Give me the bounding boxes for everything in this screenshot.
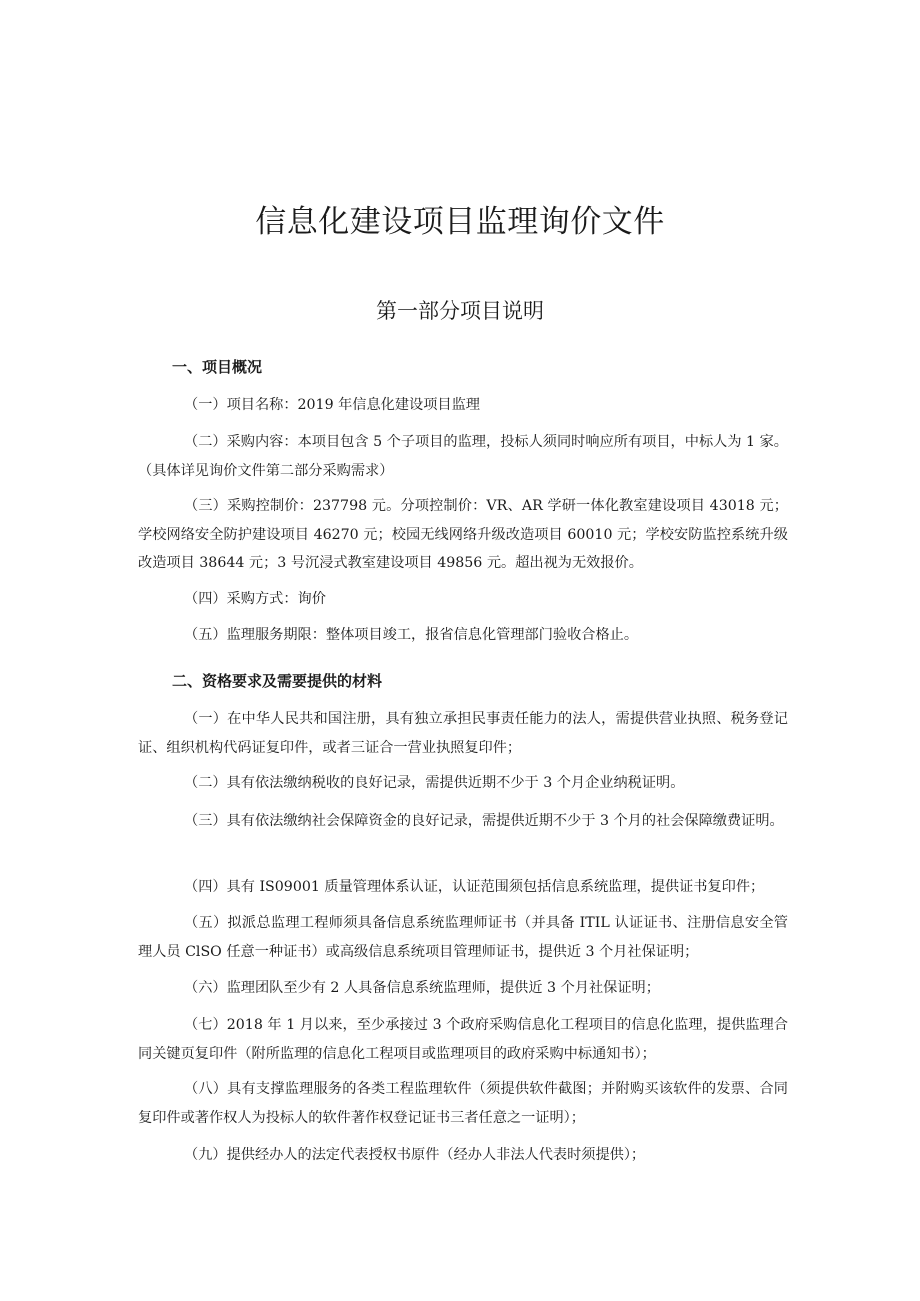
- paragraph-procurement-content: （二）采购内容：本项目包含 5 个子项目的监理，投标人须同时响应所有项目，中标人为 1 家。（具体详见询价文件第二部分采购需求）: [138, 434, 788, 479]
- paragraph-control-price: （三）采购控制价：237798 元。分项控制价：VR、AR 学研一体化教室建设项目 43018 元；学校网络安全防护建设项目 46270 元；校园无线网络升级改造项目 60010 元；学校安防监控系统升级改造项目 38644 元；3 号沉浸式教室建设项目 49856 元。超出视为无效报价。: [138, 498, 788, 571]
- paragraph-qualification-4: （四）具有 IS09001 质量管理体系认证，认证范围须包括信息系统监理，提供证书复印件；: [184, 879, 765, 895]
- paragraph-qualification-9: （九）提供经办人的法定代表授权书原件（经办人非法人代表时须提供）；: [184, 1147, 646, 1163]
- section-heading-overview: 一、项目概况: [172, 358, 263, 376]
- paragraph-procurement-method: （四）采购方式：询价: [184, 591, 326, 607]
- part-title: 第一部分项目说明: [376, 299, 544, 323]
- paragraph-service-period: （五）监理服务期限：整体项目竣工，报省信息化管理部门验收合格止。: [184, 627, 639, 643]
- paragraph-qualification-6: （六）监理团队至少有 2 人具备信息系统监理师，提供近 3 个月社保证明；: [184, 980, 660, 996]
- paragraph-qualification-8: （八）具有支撑监理服务的各类工程监理软件（须提供软件截图；并附购买该软件的发票、合同复印件或著作权人为投标人的软件著作权登记证书三者任意之一证明）；: [138, 1081, 788, 1126]
- section-heading-qualifications: 二、资格要求及需要提供的材料: [172, 672, 383, 690]
- paragraph-qualification-1: （一）在中华人民共和国注册，具有独立承担民事责任能力的法人，需提供营业执照、税务登记证、组织机构代码证复印件，或者三证合一营业执照复印件；: [138, 711, 788, 756]
- paragraph-project-name: （一）项目名称：2019 年信息化建设项目监理: [184, 397, 480, 413]
- paragraph-qualification-5: （五）拟派总监理工程师须具备信息系统监理师证书（并具备 ITIL 认证证书、注册信息安全管理人员 ClSO 任意一种证书）或高级信息系统项目管理师证书，提供近 3 个月社保证明；: [138, 915, 788, 960]
- paragraph-qualification-7: （七）2018 年 1 月以来，至少承接过 3 个政府采购信息化工程项目的信息化监理，提供监理合同关键页复印件（附所监理的信息化工程项目或监理项目的政府采购中标通知书）；: [138, 1017, 788, 1062]
- paragraph-qualification-2: （二）具有依法缴纳税收的良好记录，需提供近期不少于 3 个月企业纳税证明。: [184, 775, 685, 791]
- document-title: 信息化建设项目监理询价文件: [255, 204, 665, 240]
- paragraph-qualification-3: （三）具有依法缴纳社会保障资金的良好记录，需提供近期不少于 3 个月的社会保障缴费证明。: [184, 813, 784, 829]
